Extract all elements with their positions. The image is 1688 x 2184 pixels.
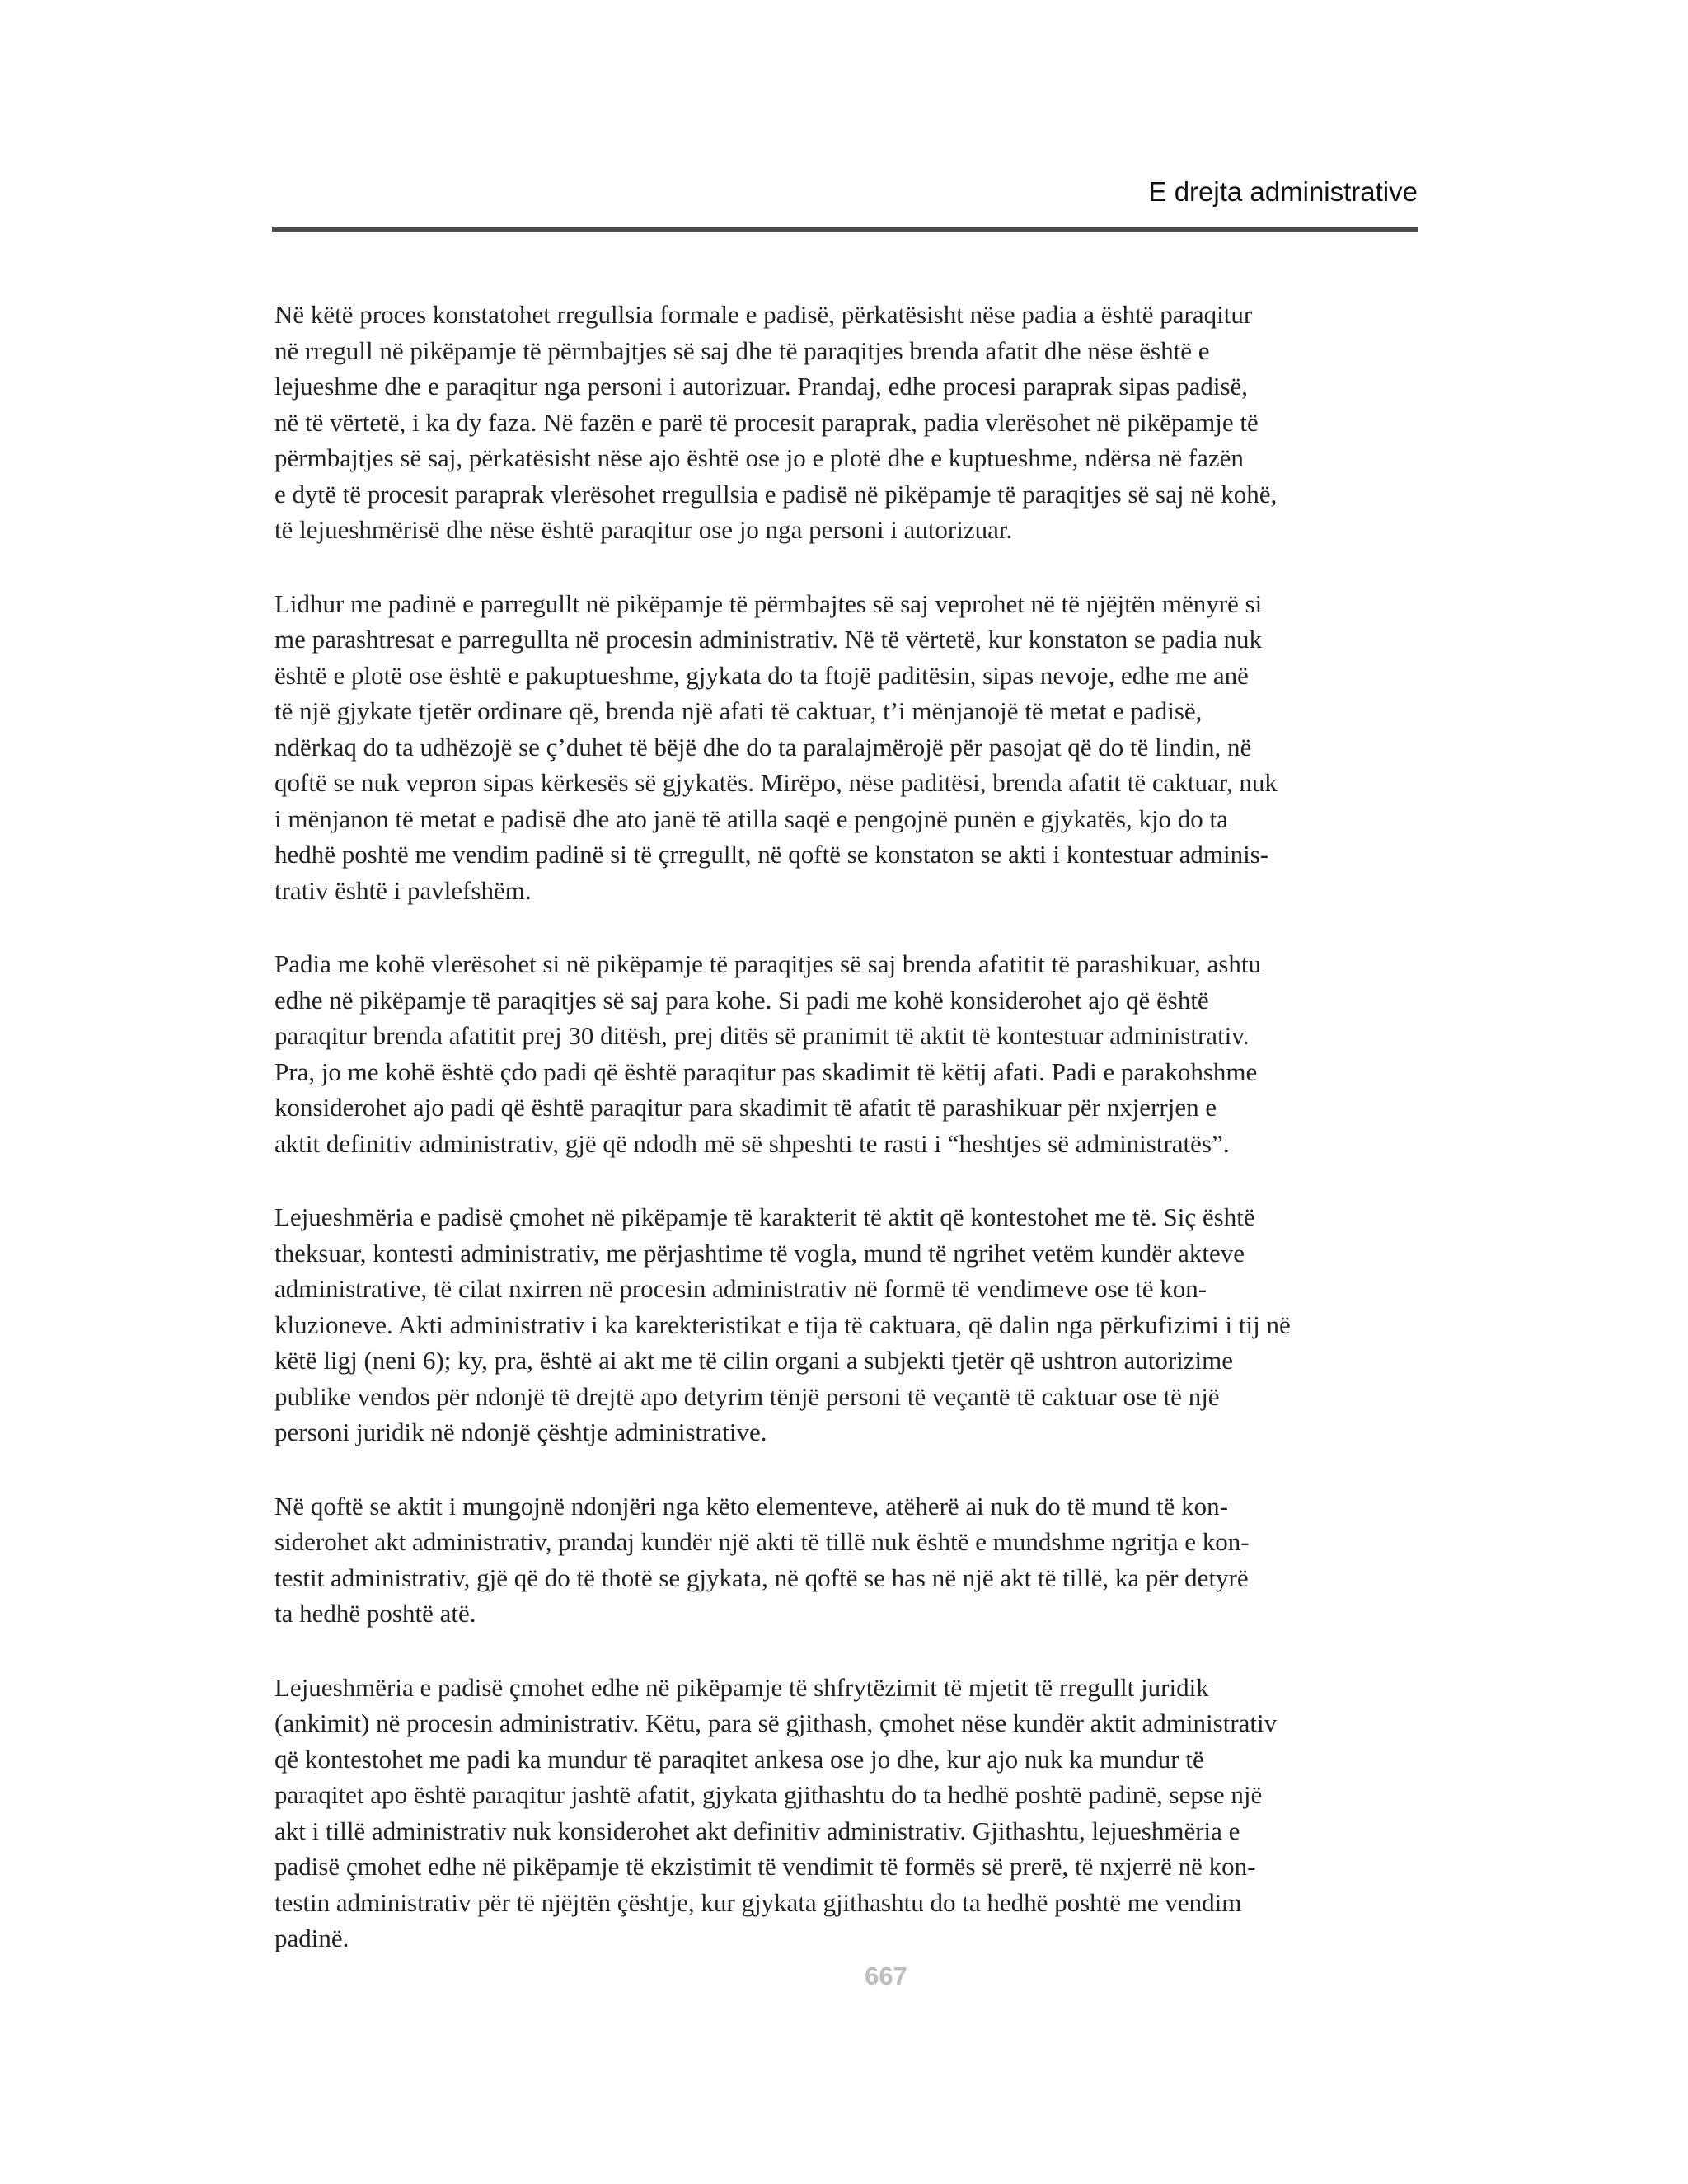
paragraph: Lejueshmëria e padisë çmohet edhe në pikëpamje të shfrytëzimit të mjetit të rregullt juridik (ankimit) në procesin administrativ. Këtu, para së gjithash, çmohet nëse kundër aktit administrativ që kontestohet me padi ka mundur të paraqitet ankesa ose jo dhe, kur ajo nuk ka mundur të paraqitet apo është paraqitur jashtë afatit, gjykata gjithashtu do ta hedhë poshtë padinë, sepse një akt i tillë administrativ nuk konsiderohet akt definitiv administrativ. Gjithashtu, lejueshmëria e padisë çmohet edhe në pikëpamje të ekzistimit të vendimit të formës së prerë, të nxjerrë në kon- testin administrativ për të njëjtën çështje, kur gjykata gjithashtu do ta hedhë poshtë me vendim padinë. (274, 1672, 1278, 1952)
running-header-title: E drejta administrative (1148, 176, 1418, 207)
page-header (272, 165, 1418, 232)
paragraph: Padia me kohë vlerësohet si në pikëpamje të paraqitjes së saj brenda afatitit të parashikuar, ashtu edhe në pikëpamje të paraqitjes së saj para kohe. Si padi me kohë konsiderohet ajo që është paraqitur brenda afatitit prej 30 ditësh, prej ditës së pranimit të aktit të kontestuar administrativ. Pra, jo me kohë është çdo padi që është paraqitur pas skadimit të këtij afati. Padi e parakohshme konsiderohet ajo padi që është paraqitur para skadimit të afatit të parashikuar për nxjerrjen e aktit definitiv administrativ, gjë që ndodh më së shpeshti te rasti i “heshtjes së administratës”. (274, 949, 1261, 1158)
paragraph: Lidhur me padinë e parregullt në pikëpamje të përmbajtes së saj veprohet në të njëjtën mënyrë si me parashtresat e parregullta në procesin administrativ. Në të vërtetë, kur konstaton se padia nuk është e plotë ose është e pakuptueshme, gjykata do ta ftojë paditësin, sipas nevoje, edhe me anë të një gjykate tjetër ordinare që, brenda një afati të caktuar, t’i mënjanojë të metat e padisë, ndërkaq do ta udhëzojë se ç’duhet të bëjë dhe do ta paralajmërojë për pasojat që do të lindin, në qoftë se nuk vepron sipas kërkesës së gjykatës. Mirëpo, nëse paditësi, brenda afatit të caktuar, nuk i mënjanon të metat e padisë dhe ato janë të atilla saqë e pengojnë punën e gjykatës, kjo do ta hedhë poshtë me vendim padinë si të çrregullt, në qoftë se konstaton se akti i kontestuar adminis- trativ është i pavlefshëm. (274, 588, 1278, 905)
body-text (274, 297, 1416, 1994)
paragraph: Në këtë proces konstatohet rregullsia formale e padisë, përkatësisht nëse padia a është paraqitur në rregull në pikëpamje të përmbajtjes së saj dhe të paraqitjes brenda afatit dhe nëse është e lejueshme dhe e paraqitur nga personi i autorizuar. Prandaj, edhe procesi paraprak sipas padisë, në të vërtetë, i ka dy faza. Në fazën e parë të procesit paraprak, padia vlerësohet në pikëpamje të përmbajtjes së saj, përkatësisht nëse ajo është ose jo e plotë dhe e kuptueshme, ndërsa në fazën e dytë të procesit paraprak vlerësohet rregullsia e padisë në pikëpamje të paraqitjes së saj në kohë, të lejueshmërisë dhe nëse është paraqitur ose jo nga personi i autorizuar. (274, 300, 1278, 544)
header-rule (272, 227, 1418, 232)
page-number: 667 (865, 1961, 907, 1990)
paragraph: Në qoftë se aktit i mungojnë ndonjëri nga këto elementeve, atëherë ai nuk do të mund të kon- siderohet akt administrativ, prandaj kundër një akti të tillë nuk është e mundshme ngritja e kon- testit administrativ, gjë që do të thotë se gjykata, në qoftë se has në një akt të tillë, ka për detyrë ta hedhë poshtë atë. (274, 1491, 1250, 1628)
paragraph: Lejueshmëria e padisë çmohet në pikëpamje të karakterit të aktit që kontestohet me të. Siç është theksuar, kontesti administrativ, me përjashtime të vogla, mund të ngrihet vetëm kundër akteve administrative, të cilat nxirren në procesin administrativ në formë të vendimeve ose të kon- kluzioneve. Akti administrativ i ka karekteristikat e tija të caktuara, që dalin nga përkufizimi i tij në këtë ligj (neni 6); ky, pra, është ai akt me të cilin organi a subjekti tjetër që ushtron autorizime publike vendos për ndonjë të drejtë apo detyrim tënjë personi të veçantë të caktuar ose të një personi juridik në ndonjë çështje administrative. (274, 1202, 1291, 1446)
